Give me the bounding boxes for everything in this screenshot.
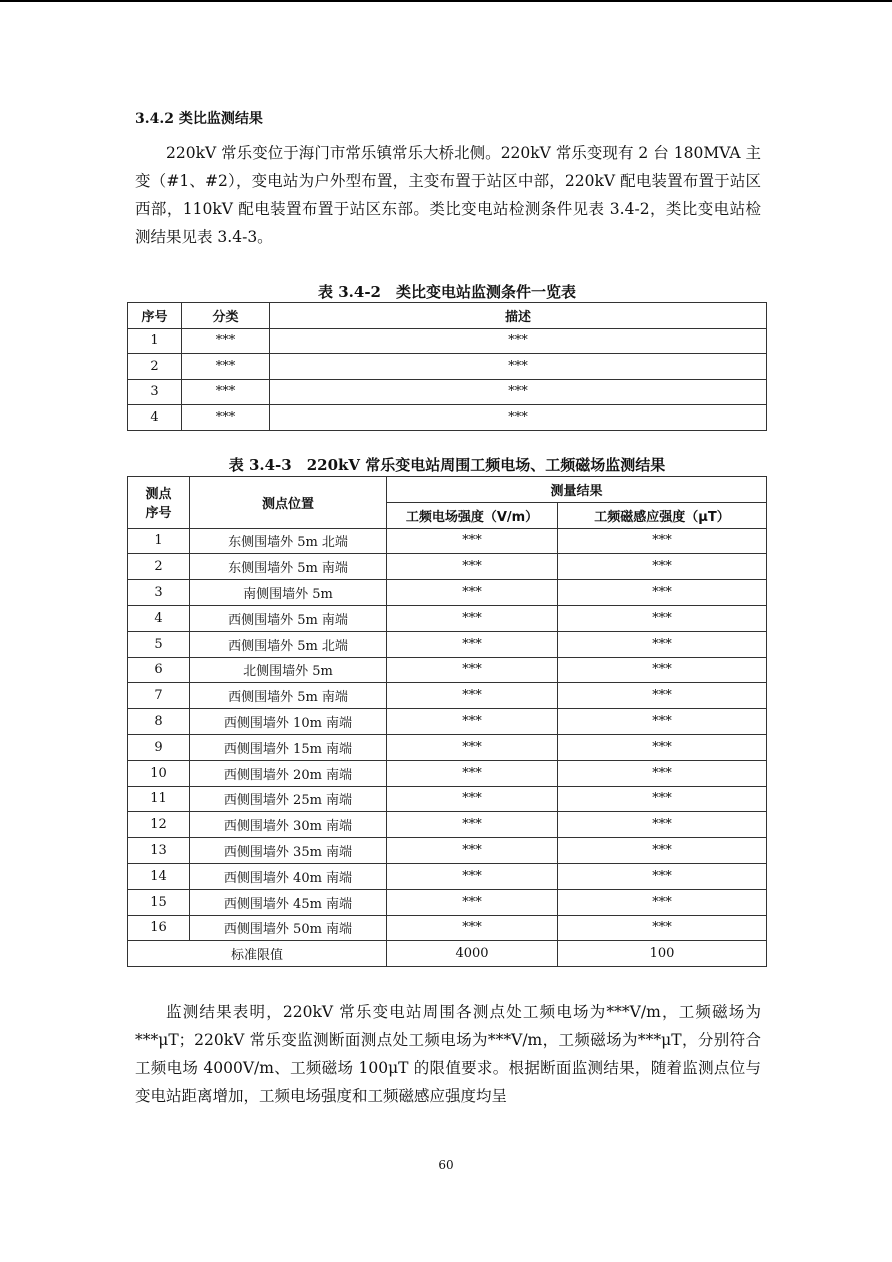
table2-cell-b-value: *** [558,605,767,631]
table2-cell-b-value: *** [558,554,767,580]
table2-cell-b-value: *** [558,631,767,657]
table1-row [128,379,767,405]
table2-cell-e-value: *** [387,631,558,657]
table2-row [128,760,767,786]
table1-cell-description: *** [270,328,767,354]
table2-cell-b-value: *** [558,709,767,735]
table2-row [128,889,767,915]
table2-cell-no: 2 [128,554,190,580]
table2-cell-e-value: *** [387,734,558,760]
table1-header-category: 分类 [182,303,270,329]
table2-row [128,734,767,760]
table2-cell-no: 5 [128,631,190,657]
table1-cell-description: *** [270,379,767,405]
table1-cell-category: *** [182,379,270,405]
table1-cell-category: *** [182,354,270,380]
table1-header-row [128,303,767,329]
table1-caption: 表 3.4-2 类比变电站监测条件一览表 [318,283,576,301]
table2-row [128,683,767,709]
table2-cell-e-value: *** [387,760,558,786]
table2-row [128,863,767,889]
table2-cell-location: 西侧围墙外 10m 南端 [190,709,387,735]
table2-cell-location: 西侧围墙外 15m 南端 [190,734,387,760]
table2-caption: 表 3.4-3 220kV 常乐变电站周围工频电场、工频磁场监测结果 [228,456,666,474]
table2-cell-e-value: *** [387,554,558,580]
table2-cell-e-value: *** [387,528,558,554]
table2-cell-location: 西侧围墙外 35m 南端 [190,838,387,864]
table2-row [128,915,767,941]
table2-row [128,709,767,735]
table2-cell-b-value: *** [558,528,767,554]
table2-header-location: 测点位置 [190,477,387,529]
table2-cell-no: 15 [128,889,190,915]
table2-row [128,554,767,580]
conclusion-paragraph: 监测结果表明，220kV 常乐变电站周围各测点处工频电场为***V/m，工频磁场为***μT；220kV 常乐变监测断面测点处工频电场为***V/m，工频磁场为***μT，分别符合工频电场 4000V/m、工频磁场 100μT 的限值要求。根据断面监测结果，随着监测点位与变电站距离增加，工频电场强度和工频磁感应强度均呈 [135,1003,761,1105]
table2-cell-e-value: *** [387,915,558,941]
table2-cell-no: 6 [128,657,190,683]
monitoring-results-table [127,476,767,967]
table2-cell-b-value: *** [558,915,767,941]
table2-cell-no: 13 [128,838,190,864]
table2-cell-e-value: *** [387,605,558,631]
table2-cell-no: 14 [128,863,190,889]
table2-cell-no: 12 [128,812,190,838]
table1-row [128,354,767,380]
table2-cell-b-value: *** [558,657,767,683]
limit-b-value: 100 [558,941,767,967]
table2-cell-no: 10 [128,760,190,786]
table2-cell-no: 7 [128,683,190,709]
table1-cell-no: 3 [128,379,182,405]
table2-header-row-1 [128,477,767,503]
table2-cell-e-value: *** [387,786,558,812]
intro-paragraph: 220kV 常乐变位于海门市常乐镇常乐大桥北侧。220kV 常乐变现有 2 台 180MVA 主变（#1、#2），变电站为户外型布置，主变布置于站区中部，220kV 配电装置布置于站区西部，110kV 配电装置布置于站区东部。类比变电站检测条件见表 3.4-2，类比变电站检测结果见表 3.4-3。 [135,144,761,246]
table2-cell-no: 4 [128,605,190,631]
page-top-border [0,0,892,2]
table1-cell-description: *** [270,405,767,431]
table2-cell-b-value: *** [558,889,767,915]
table2-cell-b-value: *** [558,760,767,786]
table2-cell-location: 西侧围墙外 5m 南端 [190,605,387,631]
table2-cell-b-value: *** [558,786,767,812]
table2-cell-e-value: *** [387,580,558,606]
limit-e-value: 4000 [387,941,558,967]
table2-row [128,528,767,554]
table2-row [128,786,767,812]
table2-row [128,605,767,631]
table2-cell-e-value: *** [387,683,558,709]
table2-row [128,812,767,838]
table2-cell-no: 11 [128,786,190,812]
table2-cell-location: 西侧围墙外 40m 南端 [190,863,387,889]
table2-header-no-line1: 测点 [145,487,172,503]
table1-cell-description: *** [270,354,767,380]
table2-cell-location: 西侧围墙外 45m 南端 [190,889,387,915]
table2-row [128,657,767,683]
table2-cell-location: 西侧围墙外 50m 南端 [190,915,387,941]
table2-limit-row [128,941,767,967]
table2-cell-no: 8 [128,709,190,735]
table2-header-no-line2: 序号 [145,506,172,522]
table1-cell-no: 4 [128,405,182,431]
table2-cell-no: 16 [128,915,190,941]
table1-header-description: 描述 [270,303,767,329]
table2-cell-b-value: *** [558,812,767,838]
table1-header-no: 序号 [128,303,182,329]
table2-cell-location: 西侧围墙外 25m 南端 [190,786,387,812]
table2-header-b-field: 工频磁感应强度（μT） [558,502,767,528]
table1-row [128,405,767,431]
page-number: 60 [438,1158,454,1172]
table2-cell-location: 西侧围墙外 30m 南端 [190,812,387,838]
table2-cell-no: 3 [128,580,190,606]
table2-cell-location: 西侧围墙外 5m 北端 [190,631,387,657]
table2-header-result: 测量结果 [387,477,767,503]
table2-cell-b-value: *** [558,838,767,864]
table2-cell-e-value: *** [387,709,558,735]
table2-cell-location: 西侧围墙外 20m 南端 [190,760,387,786]
table2-cell-e-value: *** [387,863,558,889]
table2-cell-b-value: *** [558,580,767,606]
table2-row [128,631,767,657]
table2-cell-b-value: *** [558,683,767,709]
table2-cell-location: 南侧围墙外 5m [190,580,387,606]
table2-row [128,580,767,606]
table2-row [128,838,767,864]
table1-cell-no: 1 [128,328,182,354]
table2-header-e-field: 工频电场强度（V/m） [387,502,558,528]
table2-cell-b-value: *** [558,734,767,760]
table1-cell-category: *** [182,328,270,354]
table2-header-no [128,477,190,529]
table2-cell-e-value: *** [387,657,558,683]
table1-row [128,328,767,354]
table2-cell-location: 北侧围墙外 5m [190,657,387,683]
table2-cell-no: 1 [128,528,190,554]
table2-cell-location: 西侧围墙外 5m 南端 [190,683,387,709]
table1-cell-no: 2 [128,354,182,380]
table2-cell-location: 东侧围墙外 5m 南端 [190,554,387,580]
table2-cell-b-value: *** [558,863,767,889]
table2-cell-e-value: *** [387,889,558,915]
table1-cell-category: *** [182,405,270,431]
table2-cell-e-value: *** [387,838,558,864]
table2-cell-no: 9 [128,734,190,760]
section-heading: 3.4.2 类比监测结果 [135,111,263,127]
table2-cell-location: 东侧围墙外 5m 北端 [190,528,387,554]
limit-label: 标准限值 [128,941,387,967]
table2-cell-e-value: *** [387,812,558,838]
monitoring-conditions-table [127,302,767,431]
